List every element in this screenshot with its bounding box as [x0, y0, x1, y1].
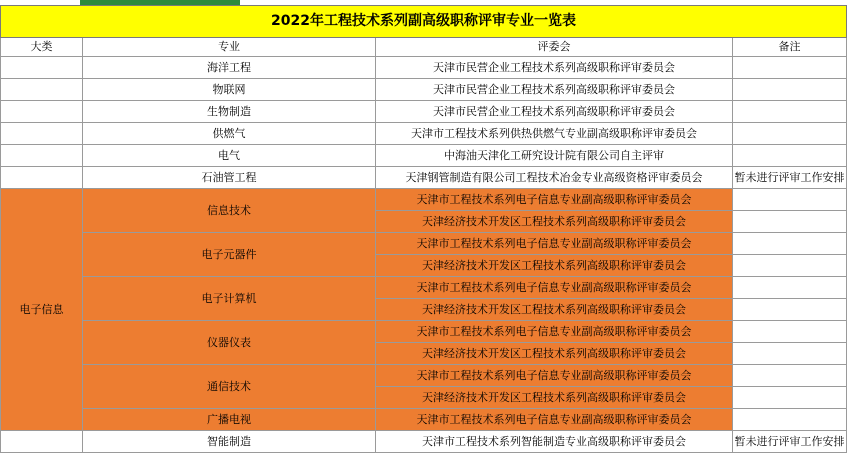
remark-cell[interactable]: [733, 277, 847, 299]
committee-cell[interactable]: 天津市工程技术系列电子信息专业副高级职称评审委员会: [376, 189, 733, 211]
committee-cell[interactable]: 天津钢管制造有限公司工程技术冶金专业高级资格评审委员会: [376, 167, 733, 189]
committee-cell[interactable]: 天津市工程技术系列电子信息专业副高级职称评审委员会: [376, 321, 733, 343]
table-row: [1, 57, 847, 79]
remark-cell[interactable]: [733, 57, 847, 79]
remark-cell[interactable]: [733, 343, 847, 365]
committee-cell[interactable]: 天津经济技术开发区工程技术系列高级职称评审委员会: [376, 255, 733, 277]
major-cell[interactable]: 信息技术: [83, 189, 376, 233]
table-title[interactable]: 2022年工程技术系列副高级职称评审专业一览表: [1, 6, 847, 38]
table-row: [1, 145, 847, 167]
committee-cell[interactable]: 天津市民营企业工程技术系列高级职称评审委员会: [376, 57, 733, 79]
category-cell[interactable]: [1, 431, 83, 453]
committee-cell[interactable]: 天津市工程技术系列供热供燃气专业副高级职称评审委员会: [376, 123, 733, 145]
remark-cell[interactable]: 暂未进行评审工作安排: [733, 167, 847, 189]
majors-table: [0, 5, 847, 453]
remark-cell[interactable]: [733, 299, 847, 321]
header-category[interactable]: 大类: [1, 38, 83, 57]
committee-cell[interactable]: 中海油天津化工研究设计院有限公司自主评审: [376, 145, 733, 167]
committee-cell[interactable]: 天津市民营企业工程技术系列高级职称评审委员会: [376, 101, 733, 123]
remark-cell[interactable]: [733, 189, 847, 211]
remark-cell[interactable]: [733, 123, 847, 145]
remark-cell[interactable]: 暂未进行评审工作安排: [733, 431, 847, 453]
table-row: [1, 365, 847, 387]
committee-cell[interactable]: 天津经济技术开发区工程技术系列高级职称评审委员会: [376, 343, 733, 365]
remark-cell[interactable]: [733, 145, 847, 167]
category-cell[interactable]: [1, 123, 83, 145]
table-row: [1, 123, 847, 145]
major-cell[interactable]: 电子计算机: [83, 277, 376, 321]
major-cell[interactable]: 智能制造: [83, 431, 376, 453]
remark-cell[interactable]: [733, 101, 847, 123]
remark-cell[interactable]: [733, 233, 847, 255]
major-cell[interactable]: 海洋工程: [83, 57, 376, 79]
table-row: [1, 277, 847, 299]
committee-cell[interactable]: 天津市工程技术系列电子信息专业副高级职称评审委员会: [376, 409, 733, 431]
major-cell[interactable]: 电气: [83, 145, 376, 167]
major-cell[interactable]: 生物制造: [83, 101, 376, 123]
category-cell[interactable]: [1, 145, 83, 167]
table-row: [1, 233, 847, 255]
table-row: [1, 79, 847, 101]
remark-cell[interactable]: [733, 255, 847, 277]
committee-cell[interactable]: 天津市工程技术系列电子信息专业副高级职称评审委员会: [376, 277, 733, 299]
category-cell[interactable]: [1, 167, 83, 189]
table-row: [1, 409, 847, 431]
category-cell[interactable]: [1, 57, 83, 79]
major-cell[interactable]: 通信技术: [83, 365, 376, 409]
committee-cell[interactable]: 天津市工程技术系列电子信息专业副高级职称评审委员会: [376, 233, 733, 255]
committee-cell[interactable]: 天津市工程技术系列智能制造专业高级职称评审委员会: [376, 431, 733, 453]
remark-cell[interactable]: [733, 409, 847, 431]
committee-cell[interactable]: 天津经济技术开发区工程技术系列高级职称评审委员会: [376, 387, 733, 409]
category-cell-electronic[interactable]: 电子信息: [1, 189, 83, 431]
table-row: [1, 101, 847, 123]
major-cell[interactable]: 石油管工程: [83, 167, 376, 189]
remark-cell[interactable]: [733, 321, 847, 343]
table-row: [1, 431, 847, 453]
category-cell[interactable]: [1, 101, 83, 123]
header-major[interactable]: 专业: [83, 38, 376, 57]
remark-cell[interactable]: [733, 79, 847, 101]
remark-cell[interactable]: [733, 211, 847, 233]
committee-cell[interactable]: 天津市民营企业工程技术系列高级职称评审委员会: [376, 79, 733, 101]
header-remark[interactable]: 备注: [733, 38, 847, 57]
major-cell[interactable]: 供燃气: [83, 123, 376, 145]
committee-cell[interactable]: 天津经济技术开发区工程技术系列高级职称评审委员会: [376, 299, 733, 321]
table-row: [1, 167, 847, 189]
major-cell[interactable]: 仪器仪表: [83, 321, 376, 365]
remark-cell[interactable]: [733, 387, 847, 409]
major-cell[interactable]: 电子元器件: [83, 233, 376, 277]
committee-cell[interactable]: 天津经济技术开发区工程技术系列高级职称评审委员会: [376, 211, 733, 233]
major-cell[interactable]: 物联网: [83, 79, 376, 101]
remark-cell[interactable]: [733, 365, 847, 387]
category-cell[interactable]: [1, 79, 83, 101]
table-row: [1, 189, 847, 211]
committee-cell[interactable]: 天津市工程技术系列电子信息专业副高级职称评审委员会: [376, 365, 733, 387]
major-cell[interactable]: 广播电视: [83, 409, 376, 431]
table-row: [1, 321, 847, 343]
header-committee[interactable]: 评委会: [376, 38, 733, 57]
